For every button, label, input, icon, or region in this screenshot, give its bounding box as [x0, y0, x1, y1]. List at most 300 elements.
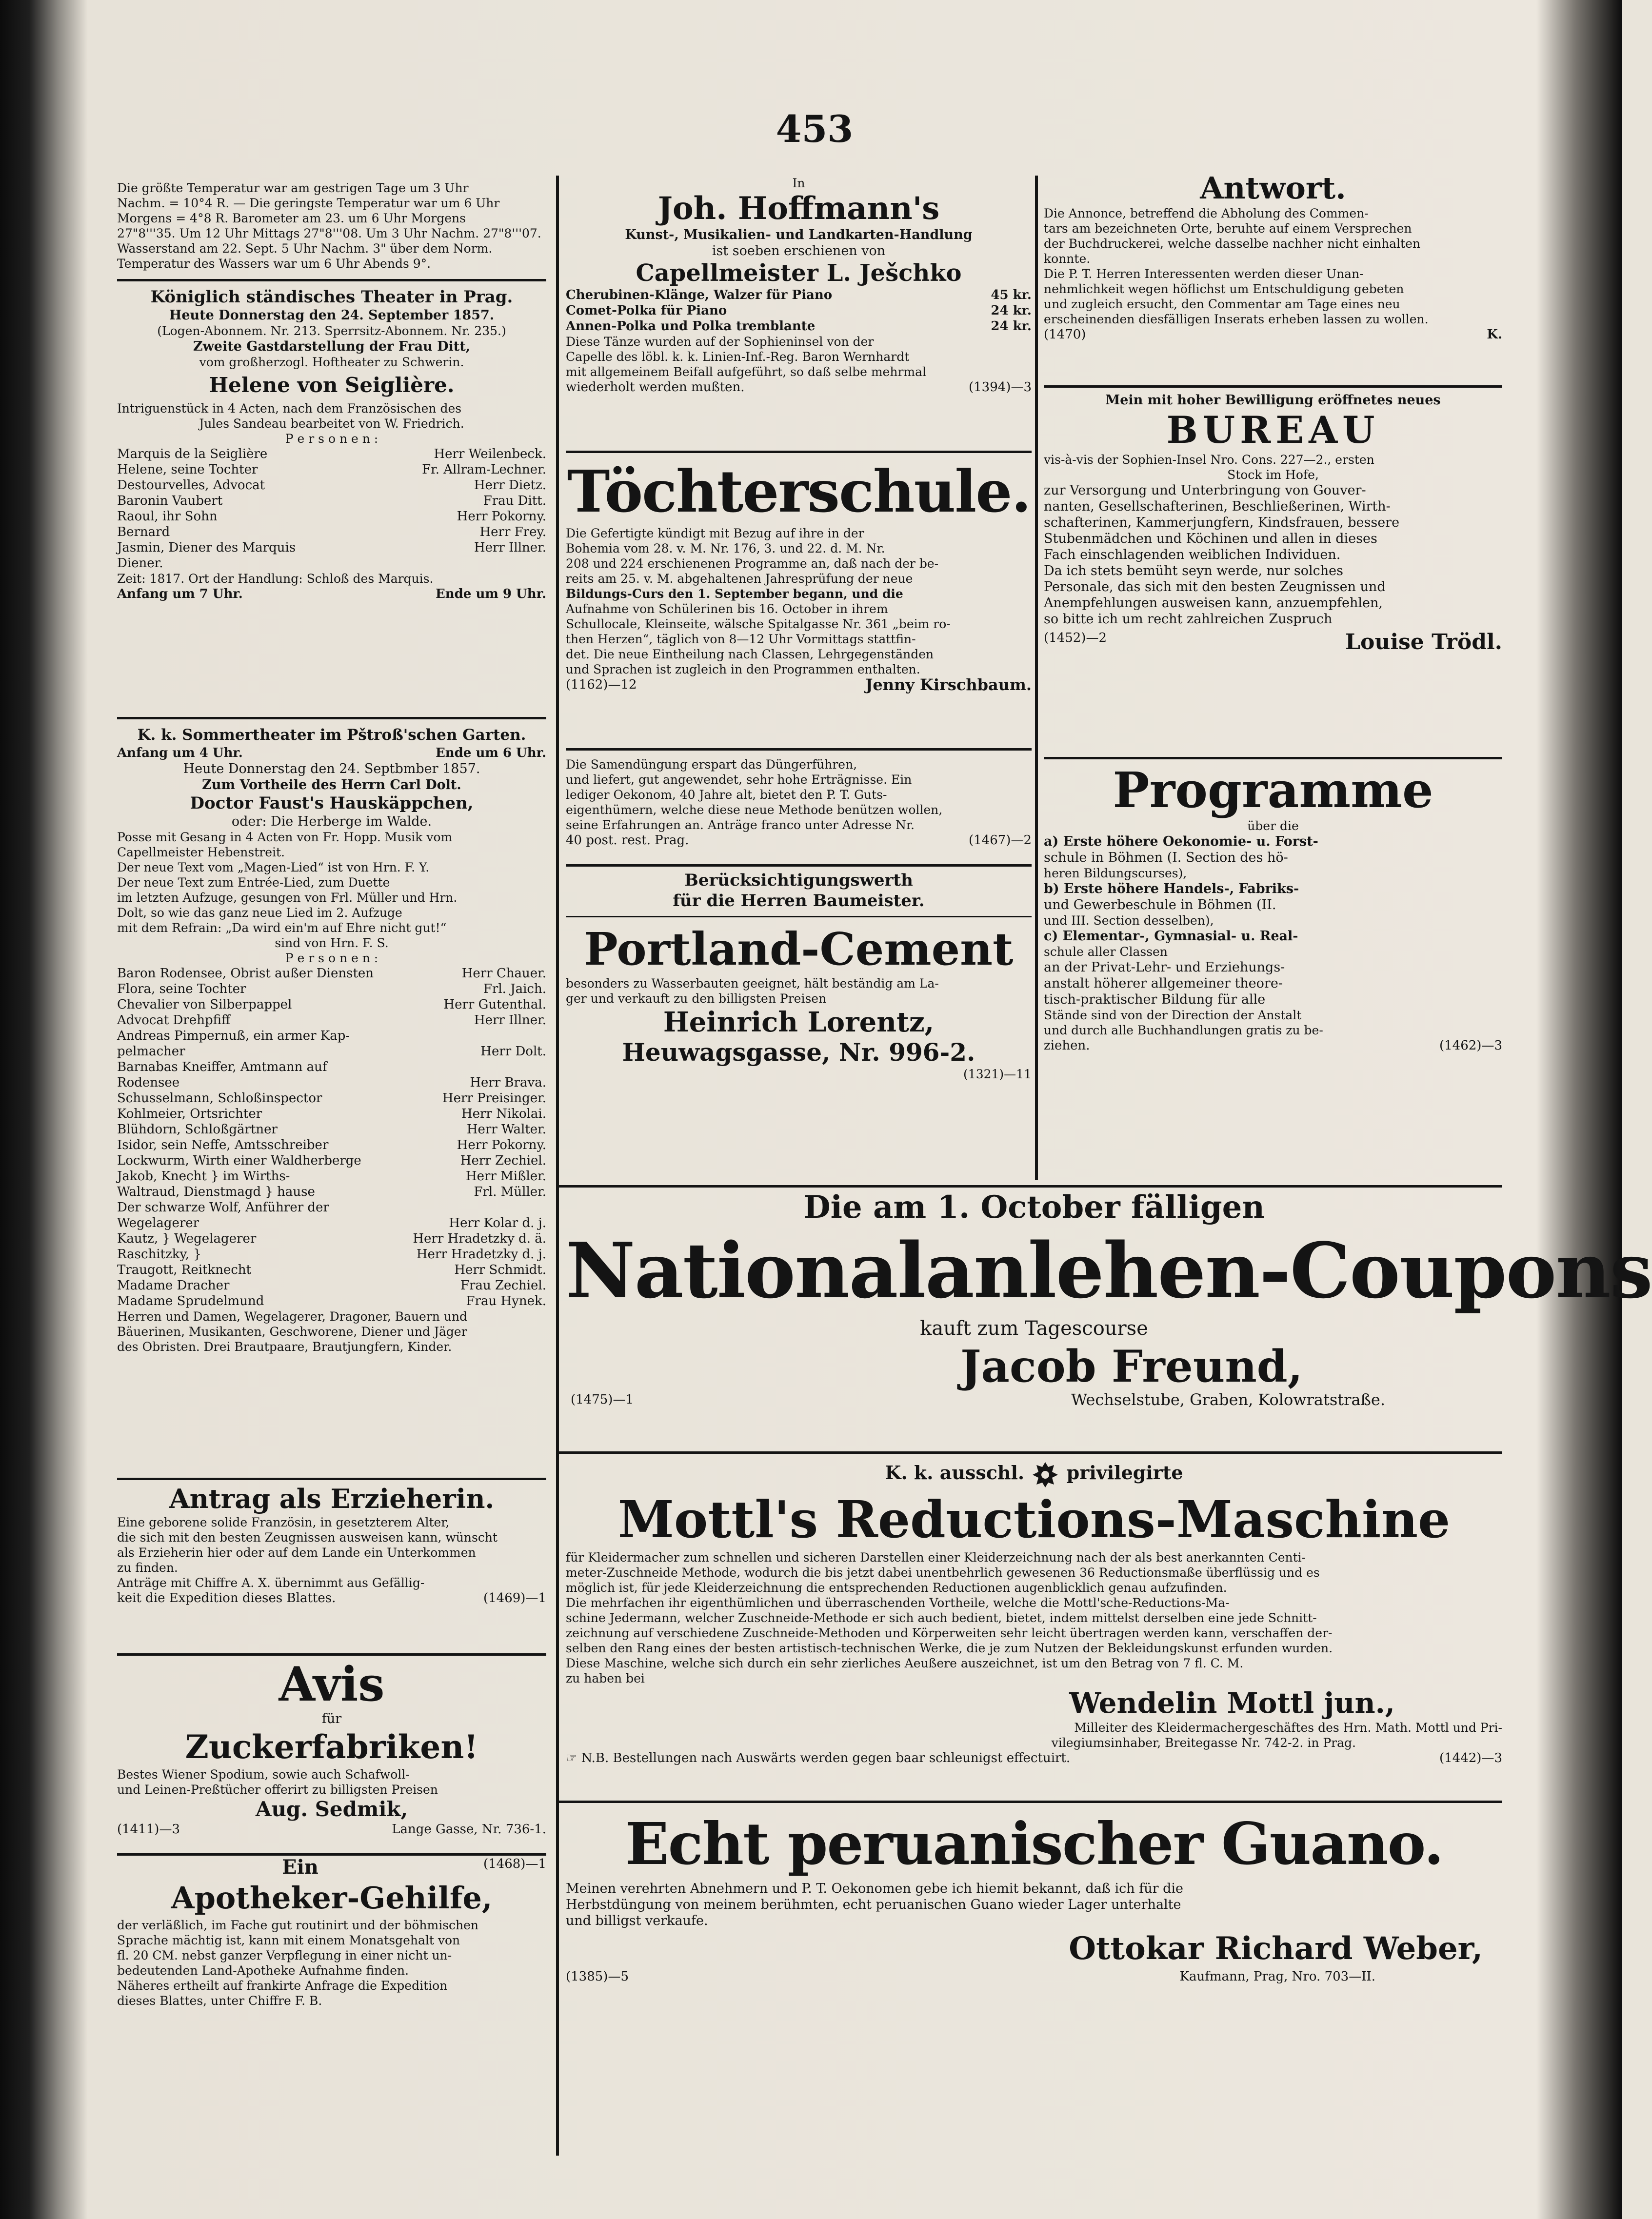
mottl-nb: ☞ N.B. Bestellungen nach Auswärts werden gegen baar schleunigst effectuirt.	[566, 1750, 1071, 1765]
coupons-line: kauft zum Tagescourse	[920, 1317, 1148, 1340]
avis-fuer: für	[321, 1711, 342, 1726]
persons-label: P e r s o n e n :	[285, 432, 378, 446]
persons-label: P e r s o n e n :	[285, 951, 378, 965]
guano-name: Ottokar Richard Weber,	[1069, 1930, 1483, 1967]
theatre-listing	[117, 287, 546, 602]
cast-row	[117, 509, 546, 524]
theatre-times	[117, 586, 546, 602]
summer-start: Anfang um 4 Uhr.	[117, 746, 243, 760]
summer-text: Der neue Text vom „Magen-Lied“ ist von Hrn. F. Y.	[117, 860, 430, 874]
answer-text: Die Annonce, betreffend die Abholung des Commen-	[1044, 206, 1369, 220]
governess-title: Antrag als Erzieherin.	[169, 1483, 495, 1514]
ad-reference: (1162)—12	[566, 677, 637, 692]
fertilizer-text: lediger Oekonom, 40 Jahre alt, bietet den P. T. Guts-	[566, 788, 887, 802]
performer-name: Frau Ditt.	[483, 494, 546, 508]
item-title: Annen-Polka und Polka tremblante	[566, 319, 816, 334]
price-row	[566, 287, 1032, 303]
hoffmann-items	[566, 287, 1032, 334]
programme-item: a) Erste höhere Oekonomie- u. Forst-	[1044, 834, 1318, 849]
governess-text: keit die Expedition dieses Blattes.	[117, 1591, 336, 1605]
theatre-date: Heute Donnerstag den 24. September 1857.	[169, 308, 495, 323]
cast-row	[117, 1106, 546, 1122]
school-text: Schullocale, Kleinseite, wälsche Spitalgasse Nr. 361 „beim ro-	[566, 617, 951, 631]
performer-name: Herr Dietz.	[474, 478, 546, 493]
summer-text: Dolt, so wie das ganz neue Lied im 2. Aufzuge	[117, 906, 402, 920]
role-name: Raoul, ihr Sohn	[117, 509, 218, 524]
role-name: Andreas Pimpernuß, ein armer Kap-	[117, 1029, 350, 1043]
cast-row	[117, 1184, 546, 1200]
ad-reference: (1467)—2	[969, 833, 1032, 848]
programme-item: ziehen.	[1044, 1038, 1090, 1053]
theatre-description: Intriguenstück in 4 Acten, nach dem Französischen des	[117, 401, 462, 416]
role-name: Rodensee	[117, 1075, 180, 1090]
divider	[559, 1451, 1502, 1454]
bureau-text: Personale, das sich mit den besten Zeugnissen und	[1044, 579, 1386, 594]
weather-line: Die größte Temperatur war am gestrigen Tage um 3 Uhr	[117, 181, 469, 195]
governess-ad	[117, 1483, 546, 1606]
performer-name: Herr Zechiel.	[460, 1153, 546, 1168]
column-rule-left	[556, 176, 559, 2156]
cast-row	[117, 1122, 546, 1137]
avis-address: Lange Gasse, Nr. 736-1.	[392, 1822, 546, 1837]
mottl-text: meter-Zuschneide Methode, wodurch die bis jetzt dabei unentbehrlich gewesenen 36 Reductionsmaße überflüssig und es	[566, 1565, 1320, 1580]
programme-sub: über die	[1247, 819, 1299, 833]
summer-benefit: Zum Vortheile des Herrn Carl Dolt.	[202, 777, 461, 792]
divider	[1044, 757, 1502, 759]
item-price: 45 kr.	[991, 288, 1032, 302]
coupons-ad	[566, 1189, 1652, 1443]
hoffmann-note: ist soeben erschienen von	[712, 243, 886, 258]
ad-reference: (1475)—1	[571, 1392, 634, 1407]
role-name: Traugott, Reitknecht	[117, 1263, 252, 1277]
bureau-text: Anempfehlungen ausweisen kann, anzuempfehlen,	[1044, 595, 1383, 611]
right-column	[1044, 166, 1502, 1170]
divider	[117, 279, 546, 281]
summer-date: Heute Donnerstag den 24. Septbmber 1857.	[183, 761, 480, 776]
cast-row	[117, 1169, 546, 1184]
bureau-title: BUREAU	[1166, 408, 1380, 452]
cast-row	[117, 493, 546, 509]
divider	[559, 1801, 1502, 1803]
guano-address: Kaufmann, Prag, Nro. 703—II.	[1179, 1969, 1375, 1984]
guano-text: und billigst verkaufe.	[566, 1913, 708, 1928]
fertilizer-text: eigenthümern, welche diese neue Methode benützen wollen,	[566, 803, 943, 817]
hoffmann-text: mit allgemeinem Beifall aufgeführt, so daß selbe mehrmal	[566, 365, 927, 379]
performer-name: Frl. Müller.	[474, 1185, 546, 1199]
pharmacy-header	[117, 1856, 546, 1879]
pharmacy-title: Apotheker-Gehilfe,	[171, 1880, 493, 1916]
mottl-text: zeichnung auf verschiedene Zuschneide-Methoden und Körperweiten sehr leicht übertragen werden kann, verschaffen der-	[566, 1625, 1333, 1640]
avis-title: Avis	[279, 1657, 385, 1712]
guano-text: Herbstdüngung von meinem berühmten, echt peruanischen Guano wieder Lager unterhalte	[566, 1897, 1181, 1912]
summer-subtitle: oder: Die Herberge im Walde.	[231, 814, 432, 829]
price-row	[566, 318, 1032, 334]
cement-text: besonders zu Wasserbauten geeignet, hält beständig am La-	[566, 976, 939, 991]
fertilizer-text: 40 post. rest. Prag.	[566, 833, 689, 848]
role-name: Marquis de la Seiglière	[117, 447, 268, 461]
hoffmann-zu: In	[792, 176, 805, 190]
role-name: Raschitzky, }	[117, 1247, 201, 1262]
cast-row	[117, 477, 546, 493]
programme-item: und durch alle Buchhandlungen gratis zu be-	[1044, 1023, 1323, 1037]
programme-item: und III. Section desselben),	[1044, 913, 1214, 928]
cement-text: ger und verkauft zu den billigsten Preisen	[566, 991, 827, 1006]
role-name: Jakob, Knecht } im Wirths-	[117, 1169, 290, 1184]
mottl-privileged-left: K. k. ausschl.	[885, 1462, 1025, 1484]
performer-name: Frl. Jaich.	[483, 982, 546, 996]
cast-row	[117, 524, 546, 540]
performer-name: Herr Schmidt.	[454, 1263, 546, 1277]
theatre-description: Jules Sandeau bearbeitet von W. Friedrich.	[199, 416, 464, 431]
mottl-privileged-right: privilegirte	[1066, 1462, 1183, 1484]
bureau-text: so bitte ich um recht zahlreichen Zuspruch	[1044, 612, 1333, 627]
bureau-text: vis-à-vis der Sophien-Insel Nro. Cons. 227—2., ersten	[1044, 453, 1374, 467]
weather-line: Morgens = 4°8 R. Barometer am 23. um 6 Uhr Morgens	[117, 211, 466, 225]
school-text: reits am 25. v. M. abgehaltenen Jahresprüfung der neue	[566, 572, 913, 586]
role-name: Isidor, sein Neffe, Amtsschreiber	[117, 1138, 329, 1152]
answer-title: Antwort.	[1200, 170, 1346, 206]
ad-reference: (1470)	[1044, 327, 1086, 342]
theatre-time-place: Zeit: 1817. Ort der Handlung: Schloß des Marquis.	[117, 572, 434, 586]
divider	[117, 717, 546, 719]
divider	[117, 1478, 546, 1480]
school-text: det. Die neue Eintheilung nach Classen, Lehrgegenständen	[566, 647, 934, 661]
item-title: Comet-Polka für Piano	[566, 303, 727, 318]
role-name: Kohlmeier, Ortsrichter	[117, 1107, 262, 1121]
answer-text: tars am bezeichneten Orte, beruhte auf einem Versprechen	[1044, 221, 1412, 236]
summer-text: Der neue Text zum Entrée-Lied, zum Duette	[117, 875, 390, 890]
school-text: und Sprachen ist zugleich in den Programmen enthalten.	[566, 662, 920, 676]
avis-ad	[117, 1658, 546, 1837]
answer-text: der Buchdruckerei, welche dasselbe nachher nicht einhalten	[1044, 237, 1420, 251]
summer-cast-list	[117, 966, 546, 1309]
cement-note: Berücksichtigungswerth	[684, 871, 913, 890]
guano-text: Meinen verehrten Abnehmern und P. T. Oekonomen gebe ich hiemit bekannt, daß ich für die	[566, 1881, 1183, 1896]
performer-name: Herr Mißler.	[465, 1169, 546, 1184]
performer-name: Herr Chauer.	[461, 966, 546, 981]
answer-text: konnte.	[1044, 252, 1091, 266]
cement-title: Portland-Cement	[584, 923, 1014, 975]
cast-row	[117, 1012, 546, 1028]
cast-row	[117, 1153, 546, 1169]
bureau-footer	[1044, 630, 1502, 654]
divider	[117, 1653, 546, 1656]
fertilizer-footer	[566, 832, 1032, 848]
role-name: Baronin Vaubert	[117, 494, 223, 508]
performer-name: Herr Hradetzky d. ä.	[413, 1231, 546, 1246]
hoffmann-text: wiederholt werden mußten.	[566, 380, 745, 395]
mottl-text: schine Jedermann, welcher Zuschneide-Methode er sich auch bedient, bietet, indem mittelst derselben eine jede Schnitt-	[566, 1610, 1317, 1625]
guano-ad	[566, 1807, 1502, 2080]
ad-reference: (1462)—3	[1439, 1038, 1502, 1053]
theatre-cast-list	[117, 446, 546, 571]
summer-extras: Bäuerinen, Musikanten, Geschworene, Diener und Jäger	[117, 1325, 467, 1339]
cast-row	[117, 966, 546, 981]
role-name: Chevalier von Silberpappel	[117, 997, 292, 1012]
role-name: Destourvelles, Advocat	[117, 478, 265, 493]
bureau-ad	[1044, 392, 1502, 654]
answer-ad	[1044, 171, 1502, 342]
coupons-title: Nationalanlehen-Coupons	[566, 1226, 1652, 1315]
weather-line: Temperatur des Wassers war um 6 Uhr Abends 9°.	[117, 257, 431, 271]
school-title: Töchterschule.	[567, 457, 1031, 525]
divider	[1044, 385, 1502, 388]
school-text: Die Gefertigte kündigt mit Bezug auf ihre in der	[566, 526, 864, 540]
programme-item: heren Bildungscurses),	[1044, 866, 1187, 880]
programme-title: Programme	[1113, 761, 1433, 819]
governess-text: die sich mit den besten Zeugnissen ausweisen kann, wünscht	[117, 1530, 498, 1545]
role-name: Lockwurm, Wirth einer Waldherberge	[117, 1153, 361, 1168]
pharmacy-text: Näheres ertheilt auf frankirte Anfrage die Expedition	[117, 1979, 448, 1993]
bureau-text: Stubenmädchen und Köchinen und allen in dieses	[1044, 531, 1377, 546]
role-name: pelmacher	[117, 1044, 185, 1059]
programme-item: schule aller Classen	[1044, 945, 1168, 959]
role-name: Diener.	[117, 556, 163, 571]
role-name: Madame Sprudelmund	[117, 1294, 264, 1308]
answer-text: nehmlichkeit wegen höflichst um Entschuldigung gebeten	[1044, 282, 1404, 296]
answer-text: erscheinenden diesfälligen Inserats erheben lassen zu wollen.	[1044, 312, 1429, 326]
bureau-text: nanten, Gesellschafterinen, Beschließerinen, Wirth-	[1044, 499, 1391, 514]
performer-name: Herr Pokorny.	[457, 509, 546, 524]
cast-row	[117, 1293, 546, 1309]
theatre-end: Ende um 9 Uhr.	[435, 587, 546, 601]
avis-footer	[117, 1822, 546, 1837]
coupons-line: Die am 1. October fälligen	[803, 1189, 1265, 1226]
performer-name: Herr Frey.	[479, 525, 546, 539]
divider	[566, 916, 1032, 917]
page-number: 453	[776, 107, 854, 151]
summer-extras: Herren und Damen, Wegelagerer, Dragoner, Bauern und	[117, 1309, 468, 1324]
ad-reference: (1452)—2	[1044, 631, 1107, 645]
middle-column	[566, 166, 1032, 1170]
ad-reference: (1321)—11	[963, 1067, 1032, 1081]
coupons-name: Jacob Freund,	[960, 1341, 1303, 1392]
cast-row	[117, 446, 546, 462]
bureau-intro: Mein mit hoher Bewilligung eröffnetes neues	[1105, 393, 1441, 408]
role-name: Waltraud, Dienstmagd } hause	[117, 1185, 315, 1199]
governess-text: Eine geborene solide Französin, in gesetzterem Alter,	[117, 1515, 450, 1529]
answer-text: und zugleich ersucht, den Commentar am Tage eines neu	[1044, 297, 1400, 311]
role-name: Blühdorn, Schloßgärtner	[117, 1122, 278, 1137]
cast-row	[117, 1090, 546, 1106]
mottl-text: selben den Rang eines der besten artistisch-technischen Werke, die je zum Nutzen der Bekleidungskunst erfunden wurden.	[566, 1641, 1333, 1655]
fertilizer-ad	[566, 757, 1032, 848]
programme-item: schule in Böhmen (I. Section des hö-	[1044, 850, 1288, 865]
role-name: Madame Dracher	[117, 1278, 230, 1293]
role-name: Der schwarze Wolf, Anführer der	[117, 1200, 329, 1215]
hoffmann-name: Joh. Hoffmann's	[657, 190, 940, 227]
cast-row	[117, 462, 546, 477]
summer-end: Ende um 6 Uhr.	[435, 746, 546, 760]
cast-row	[117, 1075, 546, 1090]
coupons-footer	[566, 1392, 1502, 1407]
cast-row	[117, 1200, 546, 1215]
cast-row	[117, 1028, 546, 1044]
mottl-text: für Kleidermacher zum schnellen und sicheren Darstellen einer Kleiderzeichnung nach der als best anerkannten Centi-	[566, 1550, 1306, 1565]
performer-name: Fr. Allram-Lechner.	[422, 462, 546, 477]
pharmacy-ad	[117, 1856, 546, 2008]
role-name: Baron Rodensee, Obrist außer Diensten	[117, 966, 374, 981]
ad-reference: (1394)—3	[969, 380, 1032, 395]
pharmacy-text: der verläßlich, im Fache gut routinirt und der böhmischen	[117, 1918, 479, 1932]
mottl-ad	[566, 1458, 1502, 1795]
programme-item: an der Privat-Lehr- und Erziehungs-	[1044, 960, 1285, 975]
summer-text: im letzten Aufzuge, gesungen von Frl. Müller und Hrn.	[117, 891, 458, 905]
cast-row	[117, 1231, 546, 1247]
hoffmann-text: Capelle des löbl. k. k. Linien-Inf.-Reg. Baron Wernhardt	[566, 350, 910, 364]
summer-extras: des Obristen. Drei Brautpaare, Brautjungfern, Kinder.	[117, 1340, 452, 1354]
bureau-name: Louise Trödl.	[1345, 630, 1502, 654]
performer-name: Herr Preisinger.	[442, 1091, 546, 1106]
cast-row	[117, 1044, 546, 1059]
left-column	[117, 166, 546, 2165]
pharmacy-text: Sprache mächtig ist, kann mit einem Monatsgehalt von	[117, 1933, 460, 1947]
weather-line: Nachm. = 10°4 R. — Die geringste Temperatur war um 6 Uhr	[117, 196, 500, 210]
divider	[559, 1185, 1502, 1188]
performer-name: Herr Brava.	[470, 1075, 546, 1090]
answer-footer	[1044, 327, 1502, 342]
item-price: 24 kr.	[991, 303, 1032, 318]
performer-name: Herr Pokorny.	[457, 1138, 546, 1152]
school-footer	[566, 677, 1032, 693]
ad-reference: (1411)—3	[117, 1822, 180, 1837]
hoffmann-trade: Kunst-, Musikalien- und Landkarten-Handlung	[625, 227, 973, 242]
role-name: Advocat Drehpfiff	[117, 1013, 231, 1028]
divider	[566, 864, 1032, 867]
hoffmann-text: Diese Tänze wurden auf der Sophieninsel von der	[566, 335, 874, 349]
guano-footer	[566, 1969, 1502, 1984]
fertilizer-text: und liefert, gut angewendet, sehr hohe Erträgnisse. Ein	[566, 773, 912, 787]
summer-theatre-listing	[117, 725, 546, 1354]
item-title: Cherubinen-Klänge, Walzer für Piano	[566, 288, 833, 302]
cast-row	[117, 1059, 546, 1075]
cast-row	[117, 1215, 546, 1231]
performer-name: Herr Walter.	[466, 1122, 546, 1137]
role-name: Barnabas Kneiffer, Amtmann auf	[117, 1060, 327, 1074]
mottl-text: zu haben bei	[566, 1671, 645, 1685]
mottl-privileged	[566, 1458, 1502, 1489]
programme-item: Stände sind von der Direction der Anstalt	[1044, 1008, 1302, 1022]
divider	[566, 748, 1032, 751]
column-rule-right	[1035, 176, 1038, 1180]
governess-text: zu finden.	[117, 1561, 178, 1575]
ad-reference: (1385)—5	[566, 1969, 629, 1984]
fertilizer-text: Die Samendüngung erspart das Düngerführen,	[566, 757, 857, 772]
cement-note: für die Herren Baumeister.	[673, 891, 925, 911]
weather-line: Wasserstand am 22. Sept. 5 Uhr Nachm. 3" über dem Norm.	[117, 241, 493, 256]
summer-text: sind von Hrn. F. S.	[275, 936, 389, 950]
cast-row	[117, 1278, 546, 1293]
avis-subject: Zuckerfabriken!	[185, 1728, 478, 1766]
role-name: Bernard	[117, 525, 170, 539]
theatre-title: Königlich ständisches Theater in Prag.	[150, 287, 513, 307]
programme-item: anstalt höherer allgemeiner theore-	[1044, 976, 1283, 991]
role-name: Flora, seine Tochter	[117, 982, 246, 996]
coupons-address: Wechselstube, Graben, Kolowratstraße.	[1071, 1390, 1385, 1409]
cast-row	[117, 555, 546, 571]
mottl-text: Diese Maschine, welche sich durch ein sehr zierliches Aeußere auszeichnet, ist um den Betrag von 7 fl. C. M.	[566, 1656, 1244, 1670]
programme-item: tisch-praktischer Bildung für alle	[1044, 992, 1266, 1007]
guano-title: Echt peruanischer Guano.	[625, 1810, 1443, 1878]
mottl-text: Die mehrfachen ihr eigenthümlichen und überraschenden Vortheile, welche die Mottl'sche-Reductions-Ma-	[566, 1595, 1230, 1610]
performer-name: Frau Zechiel.	[460, 1278, 546, 1293]
cast-row	[117, 997, 546, 1012]
bureau-text: zur Versorgung und Unterbringung von Gouver-	[1044, 483, 1366, 498]
programme-item: c) Elementar-, Gymnasial- u. Real-	[1044, 929, 1298, 944]
avis-text: und Leinen-Preßtücher offerirt zu billigsten Preisen	[117, 1783, 438, 1797]
performer-name: Herr Hradetzky d. j.	[416, 1247, 546, 1262]
pharmacy-text: bedeutenden Land-Apotheke Aufnahme finden.	[117, 1963, 409, 1978]
performer-name: Frau Hynek.	[466, 1294, 546, 1308]
ad-reference: (1469)—1	[483, 1591, 546, 1605]
role-name: Helene, seine Tochter	[117, 462, 258, 477]
role-name: Wegelagerer	[117, 1216, 199, 1230]
mottl-footer	[566, 1750, 1502, 1766]
programme-footer	[1044, 1038, 1502, 1053]
avis-name: Aug. Sedmik,	[255, 1797, 408, 1821]
governess-text: Anträge mit Chiffre A. X. übernimmt aus Gefällig-	[117, 1576, 425, 1590]
theatre-subscription: (Logen-Abonnem. Nr. 213. Sperrsitz-Abonnem. Nr. 235.)	[157, 324, 506, 338]
mottl-address: Milleiter des Kleidermachergeschäftes des Hrn. Math. Mottl und Pri-	[1074, 1720, 1502, 1735]
avis-text: Bestes Wiener Spodium, sowie auch Schafwoll-	[117, 1767, 410, 1782]
performer-name: Herr Illner.	[474, 540, 546, 555]
mottl-name: Wendelin Mottl jun.,	[1069, 1686, 1395, 1720]
weather-report	[117, 180, 546, 271]
summer-description: Capellmeister Hebenstreit.	[117, 845, 285, 859]
cement-name: Heinrich Lorentz,	[663, 1006, 935, 1038]
hoffmann-ad	[566, 176, 1032, 395]
bureau-text: schafterinen, Kammerjungfern, Kindsfrauen, bessere	[1044, 515, 1400, 530]
role-name: Schusselmann, Schloßinspector	[117, 1091, 322, 1106]
cast-row	[117, 1247, 546, 1262]
governess-footer	[117, 1590, 546, 1606]
cement-address: Heuwagsgasse, Nr. 996-2.	[622, 1038, 975, 1067]
bureau-text: Fach einschlagenden weiblichen Individuen.	[1044, 547, 1341, 562]
summer-text: mit dem Refrain: „Da wird ein'm auf Ehre nicht gut!“	[117, 921, 447, 935]
divider	[117, 1853, 546, 1856]
role-name: Jasmin, Diener des Marquis	[117, 540, 296, 555]
hoffmann-footer	[566, 379, 1032, 395]
school-text: Bildungs-Curs den 1. September begann, und die	[566, 587, 903, 601]
school-name: Jenny Kirschbaum.	[865, 675, 1032, 694]
cement-ad	[566, 870, 1032, 1082]
answer-sign: K.	[1487, 327, 1502, 342]
mottl-address: vilegiumsinhaber, Breitegasse Nr. 742-2. in Prag.	[1051, 1735, 1356, 1750]
fertilizer-text: seine Erfahrungen an. Anträge franco unter Adresse Nr.	[566, 818, 915, 832]
cast-row	[117, 540, 546, 555]
school-text: then Herzen“, täglich von 8—12 Uhr Vormittags stattfin-	[566, 632, 916, 646]
theatre-play-title: Helene von Seiglière.	[209, 373, 455, 397]
mottl-title: Mottl's Reductions-Maschine	[617, 1489, 1451, 1549]
performer-name: Herr Kolar d. j.	[449, 1216, 546, 1230]
item-price: 24 kr.	[991, 319, 1032, 334]
cast-row	[117, 1262, 546, 1278]
theatre-guest: Zweite Gastdarstellung der Frau Ditt,	[193, 339, 471, 354]
pharmacy-text: fl. 20 CM. nebst ganzer Verpflegung in einer nicht un-	[117, 1948, 452, 1962]
school-text: Bohemia vom 28. v. M. Nr. 176, 3. und 22. d. M. Nr.	[566, 541, 885, 555]
answer-text: Die P. T. Herren Interessenten werden dieser Unan-	[1044, 267, 1364, 281]
ad-reference: (1468)—1	[483, 1857, 546, 1871]
programme-item: und Gewerbeschule in Böhmen (II.	[1044, 897, 1276, 912]
price-row	[566, 303, 1032, 318]
performer-name: Herr Nikolai.	[461, 1107, 546, 1121]
bureau-text: Da ich stets bemüht seyn werde, nur solches	[1044, 563, 1343, 578]
summer-times	[117, 745, 546, 761]
governess-text: als Erzieherin hier oder auf dem Lande ein Unterkommen	[117, 1545, 476, 1560]
performer-name: Herr Gutenthal.	[443, 997, 546, 1012]
school-ad	[566, 457, 1032, 693]
summer-description: Posse mit Gesang in 4 Acten von Fr. Hopp. Musik vom	[117, 830, 453, 844]
